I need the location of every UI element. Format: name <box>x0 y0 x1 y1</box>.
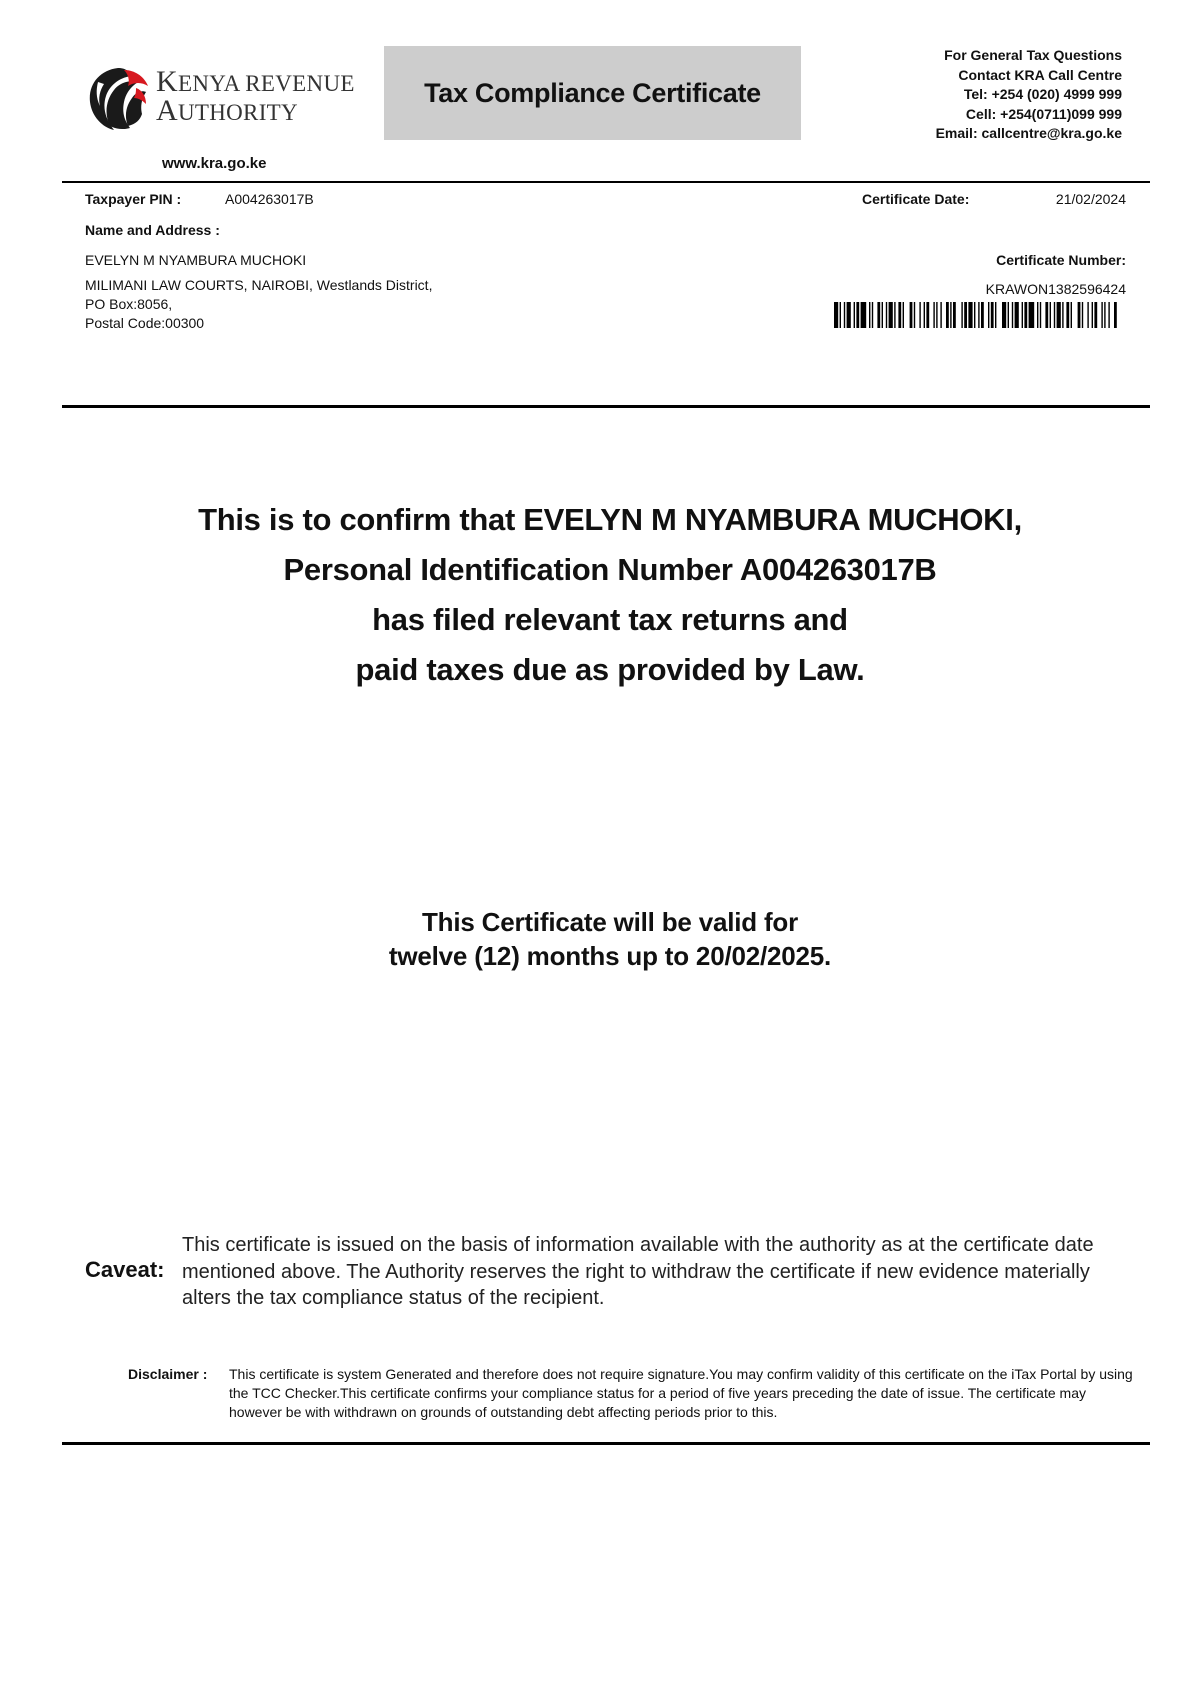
validity-statement <box>0 905 1200 973</box>
certificate-date-label: Certificate Date: <box>862 191 970 207</box>
contact-tel: Tel: +254 (020) 4999 999 <box>963 86 1122 102</box>
divider-top <box>62 181 1150 183</box>
statement-line: has filed relevant tax returns and <box>372 602 848 637</box>
document-title-box <box>384 46 801 140</box>
lion-emblem-icon <box>84 62 152 134</box>
certificate-number-label: Certificate Number: <box>996 252 1126 268</box>
kra-logo <box>84 58 364 136</box>
disclaimer-label: Disclaimer : <box>128 1366 208 1382</box>
compliance-statement <box>0 495 1200 695</box>
pin-label: Taxpayer PIN : <box>85 191 182 207</box>
contact-cell: Cell: +254(0711)099 999 <box>965 105 1122 122</box>
disclaimer-text: This certificate is system Generated and therefore does not require signature.You may confirm validity of this certificate on the iTax Portal by using the TCC Checker.This certificate confirms your compliance status for a period of five years preceding the date of issue. The certificate may however be with withdrawn on grounds of outstanding debt affecting periods prior to this. <box>229 1366 1133 1420</box>
name-address-label: Name and Address : <box>85 222 220 238</box>
statement-line: paid taxes due as provided by Law. <box>355 652 865 687</box>
divider-bottom <box>62 1442 1150 1445</box>
contact-heading: For General Tax Questions <box>944 47 1122 63</box>
caveat-text: This certificate is issued on the basis of information available with the authority as at the certificate date mentioned above. The Authority reserves the right to withdraw the certificate if new evidence materially alters the tax compliance status of the recipient. <box>182 1234 1094 1309</box>
statement-line: This is to confirm that EVELYN M NYAMBURA MUCHOKI, <box>198 502 1022 537</box>
caveat-label: Caveat: <box>85 1257 165 1282</box>
validity-line: twelve (12) months up to 20/02/2025. <box>388 941 832 971</box>
address-line: PO Box:8056, <box>85 296 173 312</box>
taxpayer-address <box>85 276 432 333</box>
address-line: MILIMANI LAW COURTS, NAIROBI, Westlands District, <box>85 277 433 293</box>
contact-centre: Contact KRA Call Centre <box>958 66 1122 83</box>
certificate-number-value: KRAWON1382596424 <box>985 281 1126 297</box>
contact-block <box>936 46 1122 144</box>
certificate-date-value: 21/02/2024 <box>1055 191 1126 207</box>
pin-value: A004263017B <box>225 191 314 207</box>
statement-line: Personal Identification Number A004263017B <box>283 552 937 587</box>
website-link[interactable]: www.kra.go.ke <box>162 155 267 172</box>
address-line: Postal Code:00300 <box>85 315 205 331</box>
contact-email[interactable]: Email: callcentre@kra.go.ke <box>935 125 1122 141</box>
org-name: KENYA REVENUE AUTHORITY <box>156 65 355 127</box>
taxpayer-name: EVELYN M NYAMBURA MUCHOKI <box>85 252 307 268</box>
validity-line: This Certificate will be valid for <box>421 907 799 937</box>
document-title: Tax Compliance Certificate <box>424 77 761 108</box>
divider-header-bottom <box>62 405 1150 408</box>
barcode-icon <box>834 302 1117 328</box>
